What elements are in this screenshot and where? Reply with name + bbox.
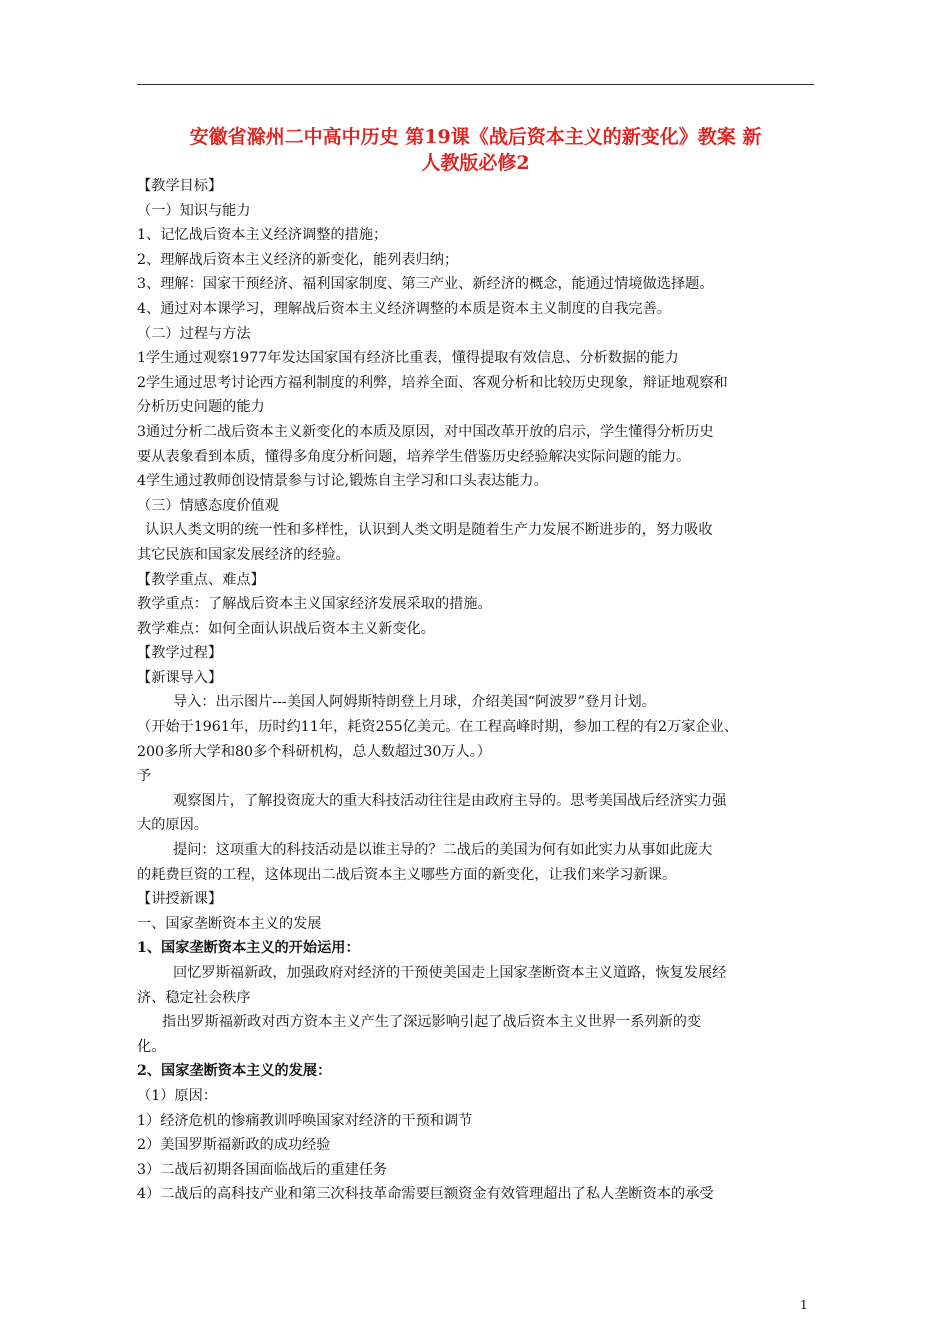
text-line: 1、国家垄断资本主义的开始运用： [137,940,360,957]
text-line: 分析历史问题的能力 [137,399,265,416]
text-line: 济、稳定社会秩序 [137,989,251,1006]
header-rule [137,84,814,85]
title-line-2: 人教版必修2 [421,152,530,174]
text-line: 其它民族和国家发展经济的经验。 [137,546,350,563]
text-line: 一、国家垄断资本主义的发展 [137,915,322,932]
text-line: 指出罗斯福新政对西方资本主义产生了深远影响引起了战后资本主义世界一系列新的变 [162,1014,702,1031]
text-line: 4）二战后的高科技产业和第三次科技革命需要巨额资金有效管理超出了私人垄断资本的承受 [137,1186,714,1203]
text-line: 【教学重点、难点】 [137,571,265,588]
text-line: 2学生通过思考讨论西方福利制度的利弊，培养全面、客观分析和比较历史现象，辩证地观察和 [137,374,728,391]
text-line: 4、通过对本课学习，理解战后资本主义经济调整的本质是资本主义制度的自我完善。 [137,300,671,317]
text-line: 提问：这项重大的科技活动是以谁主导的？二战后的美国为何有如此实力从事如此庞大 [173,842,713,859]
text-line: 认识人类文明的统一性和多样性，认识到人类文明是随着生产力发展不断进步的，努力吸收 [145,522,713,539]
text-line: 教学难点：如何全面认识战后资本主义新变化。 [137,620,435,637]
text-line: 【新课导入】 [137,669,223,686]
page-number: 1 [800,1298,808,1312]
text-line: （开始于1961年，历时约11年，耗资255亿美元。在工程高峰时期，参加工程的有2万家企业、 [137,719,739,736]
text-line: 【教学过程】 [137,645,223,662]
text-line: 化。 [137,1038,166,1055]
document-title [137,124,814,176]
text-line: 200多所大学和80多个科研机构，总人数超过30万人。） [137,743,492,760]
text-line: 4学生通过教师创设情景参与讨论,锻炼自主学习和口头表达能力。 [137,473,548,490]
document-body [137,174,827,1207]
text-line: 教学重点：了解战后资本主义国家经济发展采取的措施。 [137,596,492,613]
text-line: 1、记忆战后资本主义经济调整的措施； [137,227,388,244]
text-line: 1学生通过观察1977年发达国家国有经济比重表，懂得提取有效信息、分析数据的能力 [137,350,679,367]
text-line: 的耗费巨资的工程，这体现出二战后资本主义哪些方面的新变化，让我们来学习新课。 [137,866,677,883]
text-line: （三）情感态度价值观 [137,497,279,514]
text-line: 1）经济危机的惨痛教训呼唤国家对经济的干预和调节 [137,1112,473,1129]
text-line: （二）过程与方法 [137,325,251,342]
text-line: 2、国家垄断资本主义的发展： [137,1063,332,1080]
text-line: 3、理解：国家干预经济、福利国家制度、第三产业、新经济的概念，能通过情境做选择题。 [137,276,714,293]
text-line: 大的原因。 [137,817,208,834]
text-line: 导入：出示图片---美国人阿姆斯特朗登上月球，介绍美国“阿波罗”登月计划。 [173,694,656,711]
text-line: 回忆罗斯福新政，加强政府对经济的干预使美国走上国家垄断资本主义道路，恢复发展经 [173,965,727,981]
text-line: （一）知识与能力 [137,202,251,219]
text-line: 观察图片，了解投资庞大的重大科技活动往往是由政府主导的。思考美国战后经济实力强 [173,792,727,809]
title-line-1: 安徽省滁州二中高中历史 第19课《战后资本主义的新变化》教案 新 [189,126,762,148]
text-line: 要从表象看到本质，懂得多角度分析问题，培养学生借鉴历史经验解决实际问题的能力。 [137,448,691,465]
text-line: 【讲授新课】 [137,891,223,908]
text-line: 【教学目标】 [137,178,223,194]
text-line: 予 [137,768,152,785]
text-line: 2、理解战后资本主义经济的新变化，能列表归纳； [137,251,459,268]
text-line: 3通过分析二战后资本主义新变化的本质及原因，对中国改革开放的启示，学生懂得分析历史 [137,423,714,440]
text-line: 2）美国罗斯福新政的成功经验 [137,1137,331,1154]
text-line: （1）原因： [137,1087,217,1104]
text-line: 3）二战后初期各国面临战后的重建任务 [137,1161,388,1178]
